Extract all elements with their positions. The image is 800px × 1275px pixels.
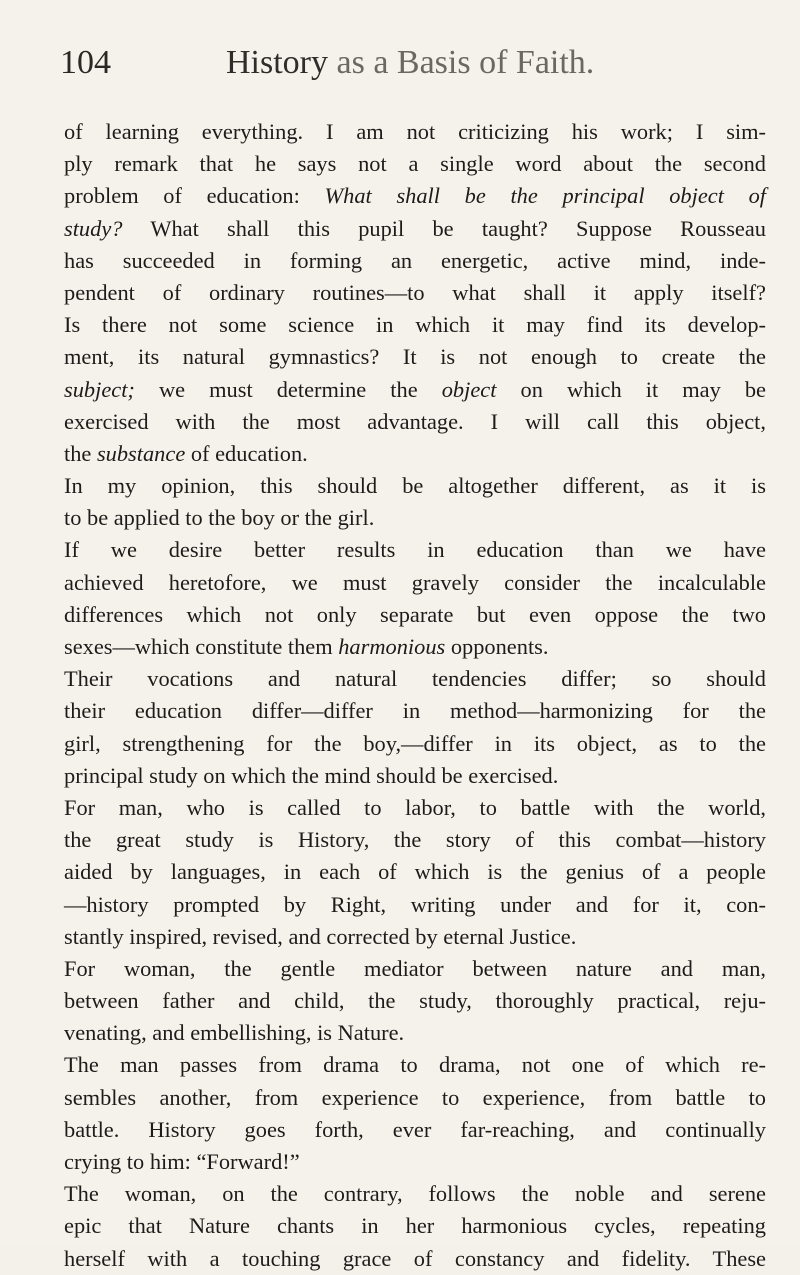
- italic-text: subject;: [64, 376, 135, 402]
- text-run: of learning everything. I am not criticizing his work; I sim-: [64, 119, 766, 144]
- text-line: [64, 1049, 766, 1081]
- text-run: In my opinion, this should be altogether different, as it is: [64, 473, 766, 499]
- text-run: the: [64, 440, 97, 466]
- text-run: stantly inspired, revised, and corrected by eternal Justice.: [64, 923, 577, 949]
- text-line: [64, 663, 766, 695]
- italic-text: study?: [64, 215, 123, 241]
- text-run: exercised with the most advantage. I will call this object,: [64, 408, 766, 434]
- text-line: [64, 502, 766, 534]
- text-run: The man passes from drama to drama, not one of which re-: [64, 1052, 766, 1078]
- italic-text: object: [441, 376, 497, 402]
- text-line: [64, 245, 766, 277]
- text-line: [64, 374, 766, 406]
- text-line: [64, 695, 766, 727]
- text-run: herself with a touching grace of constancy and fidelity. These: [64, 1245, 766, 1271]
- text-line: [64, 470, 766, 502]
- text-line: [64, 277, 766, 309]
- text-run: sexes—which constitute them: [64, 634, 339, 659]
- text-line: [64, 889, 766, 921]
- text-line: [64, 213, 766, 245]
- text-run: achieved heretofore, we must gravely consider the incalculable: [64, 569, 766, 595]
- text-line: [64, 631, 766, 663]
- text-run: battle. History goes forth, ever far-reaching, and continually: [64, 1116, 766, 1142]
- text-line: [64, 1178, 766, 1210]
- text-run: Is there not some science in which it may find its develop-: [64, 312, 766, 338]
- text-line: [64, 599, 766, 631]
- text-run: For man, who is called to labor, to battle with the world,: [64, 794, 766, 820]
- text-run: girl, strengthening for the boy,—differ in its object, as to the: [64, 730, 766, 756]
- text-run: of education.: [185, 440, 308, 466]
- running-head: [226, 44, 594, 82]
- text-line: [64, 760, 766, 792]
- text-line: [64, 1114, 766, 1146]
- text-run: crying to him: “Forward!”: [64, 1149, 300, 1174]
- text-line: [64, 567, 766, 599]
- italic-text: substance: [96, 440, 186, 466]
- text-line: [64, 309, 766, 341]
- text-run: The woman, on the contrary, follows the noble and serene: [64, 1181, 766, 1207]
- running-head-subtitle: as a Basis of Faith.: [328, 44, 595, 81]
- text-run: between father and child, the study, thoroughly practical, reju-: [64, 988, 766, 1014]
- running-head-title: History: [226, 44, 328, 81]
- text-line: [64, 116, 766, 148]
- text-run: Their vocations and natural tendencies differ; so should: [64, 666, 766, 692]
- text-run: pendent of ordinary routines—to what shall it apply itself?: [64, 279, 766, 305]
- text-run: For woman, the gentle mediator between nature and man,: [64, 955, 766, 981]
- text-run: epic that Nature chants in her harmonious cycles, repeating: [64, 1213, 766, 1239]
- text-run: problem of education:: [64, 183, 325, 209]
- text-line: [64, 921, 766, 953]
- text-line: [64, 1017, 766, 1049]
- text-line: [64, 148, 766, 180]
- text-run: principal study on which the mind should be exercised.: [64, 762, 559, 788]
- text-run: ply remark that he says not a single word about the second: [64, 151, 766, 177]
- text-run: differences which not only separate but even oppose the two: [64, 601, 766, 627]
- page-number: 104: [60, 44, 111, 81]
- body-text: [64, 116, 766, 1275]
- text-run: opponents.: [445, 634, 549, 659]
- text-line: [64, 534, 766, 566]
- text-line: [64, 180, 766, 212]
- text-run: ment, its natural gymnastics? It is not enough to create the: [64, 344, 766, 370]
- text-run: —history prompted by Right, writing under and for it, con-: [64, 891, 766, 917]
- text-line: [64, 856, 766, 888]
- text-run: their education differ—differ in method—harmonizing for the: [64, 698, 766, 724]
- text-line: [64, 953, 766, 985]
- text-run: aided by languages, in each of which is the genius of a people: [64, 859, 766, 885]
- text-line: [64, 438, 766, 470]
- text-line: [64, 1210, 766, 1242]
- text-run: sembles another, from experience to experience, from battle to: [64, 1084, 766, 1110]
- text-run: What shall this pupil be taught? Suppose Rousseau: [122, 215, 766, 241]
- text-run: we must determine the: [134, 376, 442, 402]
- text-run: venating, and embellishing, is Nature.: [64, 1020, 405, 1046]
- text-line: [64, 824, 766, 856]
- text-run: to be applied to the boy or the girl.: [64, 505, 375, 531]
- text-line: [64, 406, 766, 438]
- page-header: [60, 44, 760, 94]
- text-line: [64, 728, 766, 760]
- text-run: the great study is History, the story of this combat—history: [64, 827, 766, 853]
- text-line: [64, 1243, 766, 1275]
- text-line: [64, 792, 766, 824]
- text-run: has succeeded in forming an energetic, active mind, inde-: [64, 247, 766, 273]
- text-run: If we desire better results in education than we have: [64, 537, 766, 563]
- text-run: on which it may be: [496, 376, 766, 402]
- italic-text: harmonious: [338, 634, 446, 659]
- text-line: [64, 1082, 766, 1114]
- text-line: [64, 1146, 766, 1178]
- text-line: [64, 985, 766, 1017]
- text-line: [64, 341, 766, 373]
- italic-text: What shall be the principal object of: [324, 183, 766, 209]
